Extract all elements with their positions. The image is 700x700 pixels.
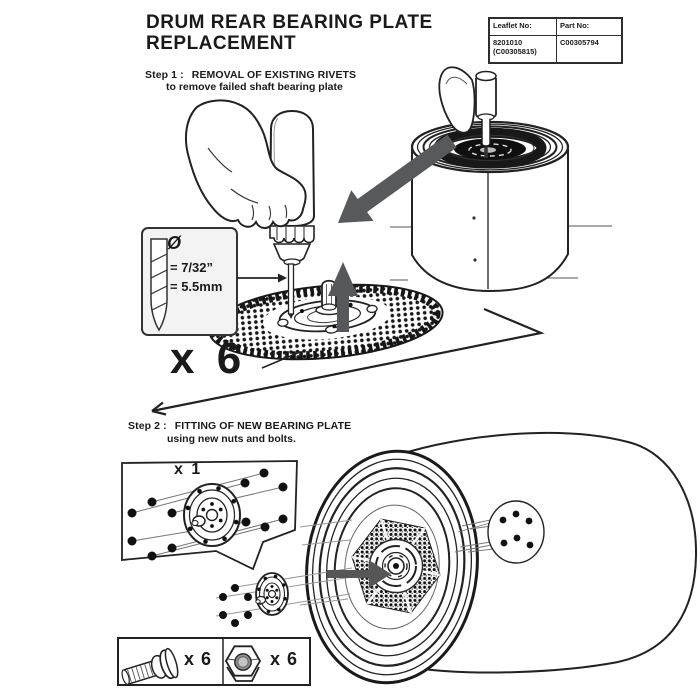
diameter-imperial: = 7/32”	[170, 260, 214, 275]
part-no-value: C00305794	[557, 36, 623, 64]
page-title	[146, 12, 433, 54]
step1-label: Step 1 :	[145, 69, 184, 81]
new-plate-callout-bubble	[122, 461, 297, 569]
small-bearing-plate-illustration	[219, 573, 288, 627]
leaflet-no-value: 8201010 (C00305815)	[489, 36, 557, 64]
page-title-line2: REPLACEMENT	[146, 33, 297, 54]
step2-label: Step 2 :	[128, 420, 167, 432]
drum-step1-illustration	[390, 67, 612, 291]
leaflet-info-table	[488, 17, 623, 64]
page-title-line1: DRUM REAR BEARING PLATE	[146, 12, 433, 33]
bolts-illustration	[219, 584, 252, 627]
plate-quantity-label: x 1	[174, 461, 203, 478]
leaflet-no-header: Leaflet No:	[489, 18, 557, 36]
diameter-symbol: Ø	[167, 233, 182, 253]
step2-heading	[128, 420, 351, 432]
diameter-metric: = 5.5mm	[170, 279, 223, 294]
step1-subheading: to remove failed shaft bearing plate	[166, 81, 343, 93]
part-no-header: Part No:	[557, 18, 623, 36]
step1-title: REMOVAL OF EXISTING RIVETS	[191, 69, 357, 81]
step1-heading	[145, 69, 356, 81]
step2-subheading: using new nuts and bolts.	[167, 433, 296, 445]
nut-quantity-label: x 6	[270, 649, 299, 669]
rivet-quantity-label: x 6	[170, 334, 247, 383]
bolt-quantity-label: x 6	[184, 649, 213, 669]
step2-title: FITTING OF NEW BEARING PLATE	[174, 420, 352, 432]
drill-bit-icon	[151, 239, 167, 330]
new-bearing-plate-icon	[184, 484, 240, 546]
